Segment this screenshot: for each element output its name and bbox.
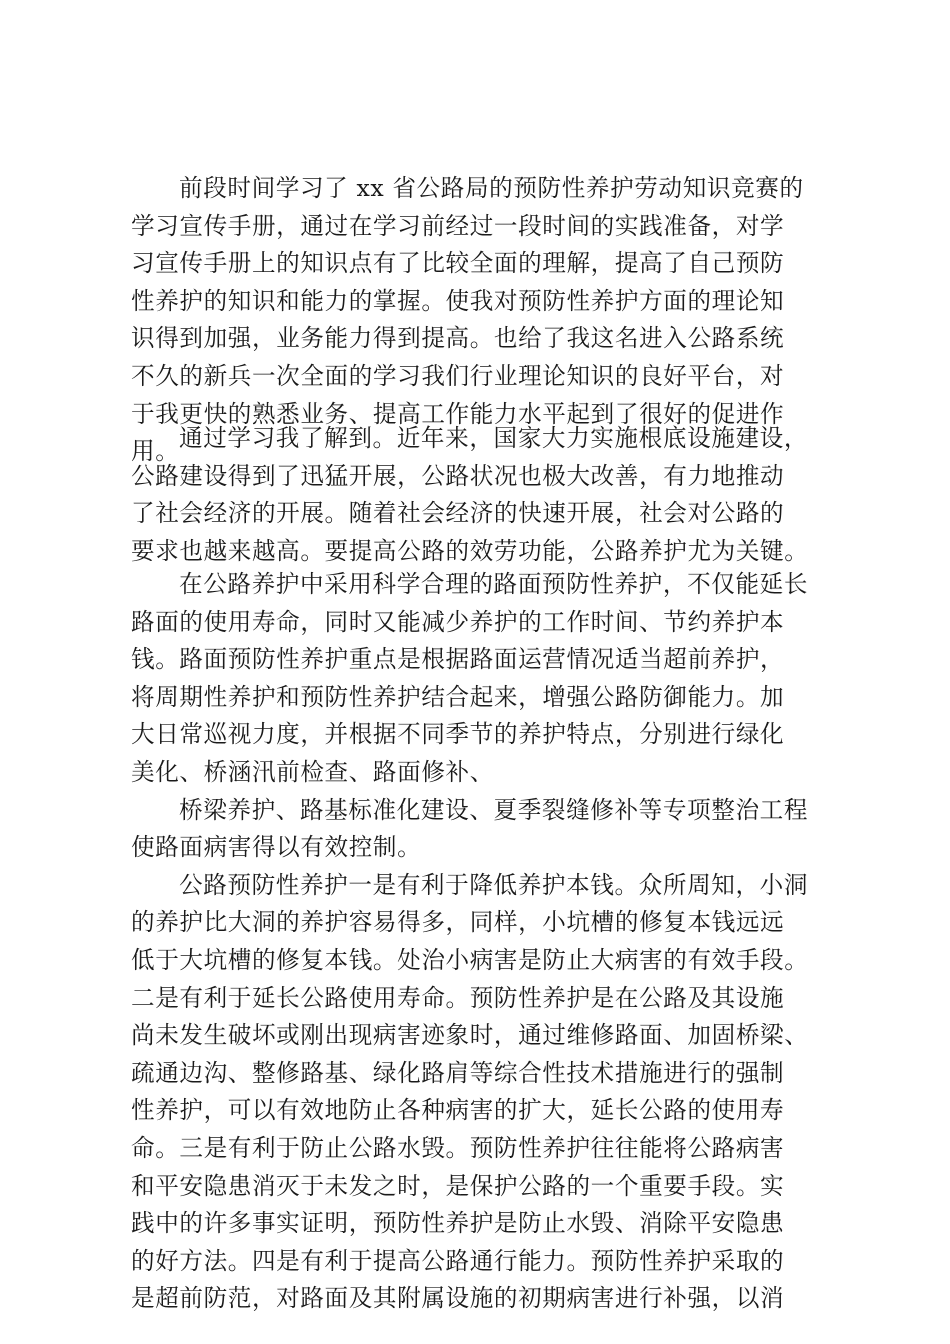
paragraph-line: 的养护比大洞的养护容易得多，同样，小坑槽的修复本钱远远 xyxy=(131,908,785,937)
paragraph-line: 践中的许多事实证明，预防性养护是防止水毁、消除平安隐患 xyxy=(131,1209,785,1238)
paragraph-line: 于我更快的熟悉业务、提高工作能力水平起到了很好的促进作 xyxy=(131,399,785,428)
paragraph-line: 路面的使用寿命，同时又能减少养护的工作时间、节约养护本 xyxy=(131,607,785,636)
paragraph-line: 学习宣传手册，通过在学习前经过一段时间的实践准备，对学 xyxy=(131,211,785,240)
paragraph-line: 通过学习我了解到。近年来，国家大力实施根底设施建设， xyxy=(179,424,809,452)
text-block-2 xyxy=(131,420,831,570)
paragraph-line: 性养护的知识和能力的掌握。使我对预防性养护方面的理论知 xyxy=(131,286,785,315)
paragraph-line: 在公路养护中采用科学合理的路面预防性养护，不仅能延长 xyxy=(179,570,809,598)
paragraph-line: 尚未发生破坏或刚出现病害迹象时，通过维修路面、加固桥梁、 xyxy=(131,1021,809,1050)
paragraph-line: 不久的新兵一次全面的学习我们行业理论知识的良好平台，对 xyxy=(131,361,785,390)
paragraph-line: 用。 xyxy=(131,437,180,466)
paragraph-line: 前段时间学习了 xx 省公路局的预防性养护劳动知识竞赛的 xyxy=(179,174,804,202)
paragraph-2 xyxy=(131,420,831,570)
paragraph-4 xyxy=(131,792,831,867)
paragraph-line: 命。三是有利于防止公路水毁。预防性养护往往能将公路病害 xyxy=(131,1133,785,1162)
paragraph-line: 识得到加强，业务能力得到提高。也给了我这名进入公路系统 xyxy=(131,324,785,353)
paragraph-line: 二是有利于延长公路使用寿命。预防性养护是在公路及其设施 xyxy=(131,983,785,1012)
paragraph-line: 要求也越来越高。要提高公路的效劳功能，公路养护尤为关键。 xyxy=(131,536,809,565)
paragraph-5 xyxy=(131,867,831,1318)
paragraph-line: 是超前防范，对路面及其附属设施的初期病害进行补强，以消 xyxy=(131,1284,785,1313)
paragraph-line: 钱。路面预防性养护重点是根据路面运营情况适当超前养护， xyxy=(131,645,785,674)
paragraph-line: 的好方法。四是有利于提高公路通行能力。预防性养护采取的 xyxy=(131,1246,785,1275)
paragraph-line: 美化、桥涵汛前检查、路面修补、 xyxy=(131,757,494,786)
paragraph-line: 性养护，可以有效地防止各种病害的扩大，延长公路的使用寿 xyxy=(131,1096,785,1125)
paragraph-line: 了社会经济的开展。随着社会经济的快速开展，社会对公路的 xyxy=(131,499,785,528)
paragraph-line: 公路预防性养护一是有利于降低养护本钱。众所周知，小洞 xyxy=(179,870,809,899)
paragraph-line: 和平安隐患消灭于未发之时，是保护公路的一个重要手段。实 xyxy=(131,1171,785,1200)
paragraph-line: 大日常巡视力度，并根据不同季节的养护特点，分别进行绿化 xyxy=(131,720,785,749)
paragraph-line: 将周期性养护和预防性养护结合起来，增强公路防御能力。加 xyxy=(131,682,785,711)
paragraph-line: 习宣传手册上的知识点有了比较全面的理解，提高了自己预防 xyxy=(131,249,785,278)
paragraph-line: 低于大坑槽的修复本钱。处治小病害是防止大病害的有效手段。 xyxy=(131,945,809,974)
paragraph-line: 公路建设得到了迅猛开展，公路状况也极大改善，有力地推动 xyxy=(131,461,785,490)
paragraph-3 xyxy=(131,566,831,792)
paragraph-line: 使路面病害得以有效控制。 xyxy=(131,833,422,862)
text-block-3 xyxy=(131,566,831,1318)
paragraph-line: 疏通边沟、整修路基、绿化路肩等综合性技术措施进行的强制 xyxy=(131,1058,785,1087)
paragraph-line: 桥梁养护、路基标准化建设、夏季裂缝修补等专项整治工程 xyxy=(179,795,809,824)
